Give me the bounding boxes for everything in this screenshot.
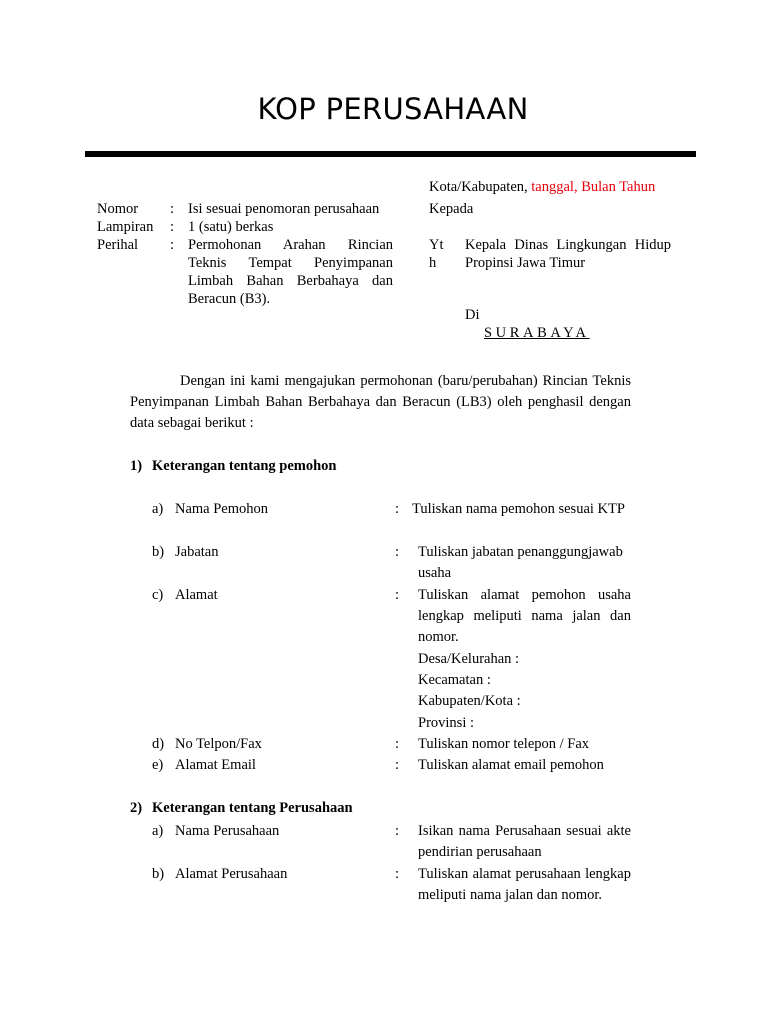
s1-item-label: No Telpon/Fax — [175, 736, 262, 752]
lampiran-colon: : — [170, 219, 175, 235]
s1-item-label: Alamat Email — [175, 757, 256, 773]
s1-item-letter: b) — [152, 544, 165, 560]
perihal-colon: : — [170, 237, 175, 253]
place-date — [429, 179, 655, 196]
s1-item-colon: : — [395, 501, 400, 517]
s1-item-value: Tuliskan alamat email pemohon — [418, 757, 604, 773]
s2-item-colon: : — [395, 823, 400, 839]
nomor-colon: : — [170, 201, 175, 217]
s1-item-colon: : — [395, 587, 400, 603]
kecamatan-field-label: Kecamatan : — [418, 672, 491, 688]
kabupaten-field-label: Kabupaten/Kota : — [418, 693, 521, 709]
s1-item-label: Jabatan — [175, 544, 219, 560]
nomor-value: Isi sesuai penomoran perusahaan — [188, 201, 380, 217]
s1-item-value: Tuliskan alamat pemohon usaha lengkap meliputi nama jalan dan nomor. — [418, 587, 631, 645]
s1-item-letter: c) — [152, 587, 164, 603]
provinsi-field-label: Provinsi : — [418, 715, 474, 731]
di-label: Di — [465, 307, 480, 323]
s1-item-letter: d) — [152, 736, 165, 752]
s1-item-letter: a) — [152, 501, 164, 517]
lampiran-value: 1 (satu) berkas — [188, 219, 274, 235]
s1-item-label: Nama Pemohon — [175, 501, 269, 517]
lampiran-label: Lampiran — [97, 219, 154, 235]
letterhead-divider — [85, 151, 696, 157]
city-surabaya: SURABAYA — [484, 325, 590, 341]
intro-paragraph: Dengan ini kami mengajukan permohonan (baru/perubahan) Rincian Teknis Penyimpanan Limbah Bahan Berbahaya dan Beracun (LB3) oleh penghasil dengan data sebagai berikut : — [130, 373, 631, 431]
s2-item-letter: a) — [152, 823, 164, 839]
letterhead-title: KOP PERUSAHAAN — [257, 92, 529, 126]
desa-field-label: Desa/Kelurahan : — [418, 651, 520, 667]
s2-item-value: Isikan nama Perusahaan sesuai akte pendirian perusahaan — [418, 823, 631, 860]
nomor-label: Nomor — [97, 201, 139, 217]
s1-item-colon: : — [395, 757, 400, 773]
s2-item-letter: b) — [152, 866, 165, 882]
s1-item-value: Tuliskan jabatan penanggungjawab usaha — [418, 544, 623, 581]
s2-item-value: Tuliskan alamat perusahaan lengkap meliputi nama jalan dan nomor. — [418, 866, 631, 903]
date-placeholder: tanggal, Bulan Tahun — [531, 179, 656, 195]
section2-title: Keterangan tentang Perusahaan — [152, 800, 353, 816]
perihal-label: Perihal — [97, 237, 139, 253]
s1-item-colon: : — [395, 736, 400, 752]
section1-title: Keterangan tentang pemohon — [152, 458, 337, 474]
section1-number: 1) — [130, 458, 143, 474]
s2-item-colon: : — [395, 866, 400, 882]
s1-item-value: Tuliskan nama pemohon sesuai KTP — [412, 501, 625, 517]
s2-item-label: Nama Perusahaan — [175, 823, 280, 839]
yth-label: Yt h — [429, 237, 444, 271]
kepada-label: Kepada — [429, 201, 474, 217]
s1-item-colon: : — [395, 544, 400, 560]
s2-item-label: Alamat Perusahaan — [175, 866, 288, 882]
place-date-prefix: Kota/Kabupaten, — [429, 179, 532, 195]
perihal-value: Permohonan Arahan Rincian Teknis Tempat Penyimpanan Limbah Bahan Berbahaya dan Beracun (B3). — [188, 237, 393, 307]
section2-number: 2) — [130, 800, 143, 816]
s1-item-value: Tuliskan nomor telepon / Fax — [418, 736, 590, 752]
s1-item-label: Alamat — [175, 587, 218, 603]
s1-item-letter: e) — [152, 757, 164, 773]
recipient: Kepala Dinas Lingkungan Hidup Propinsi Jawa Timur — [465, 237, 671, 271]
